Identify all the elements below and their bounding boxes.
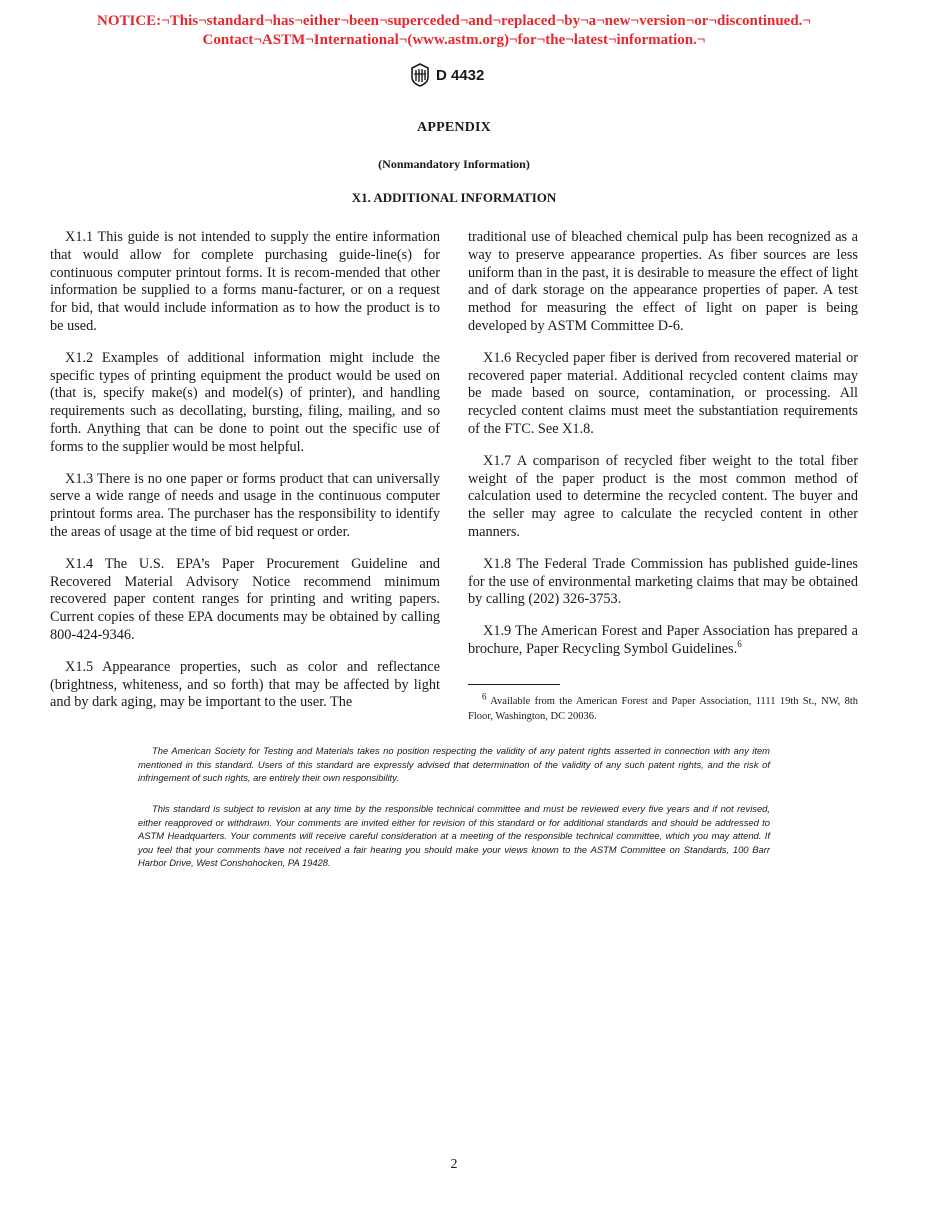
left-column [50,229,440,726]
footnote-text: Available from the American Forest and Paper Association, 1111 19th St., NW, 8th Floor, Washington, DC 20036. [468,696,858,722]
paragraph-x1-8: X1.8 The Federal Trade Commission has published guide-lines for the use of environmental marketing claims that may be obtained by calling (202) 326-3753. [468,555,858,608]
paragraph-x1-3: X1.3 There is no one paper or forms product that can universally serve a wide range of needs and usage in the continuous computer printout forms area. The purchaser has the responsibility to identify the areas of usage at the time of bid request or order. [50,470,440,540]
footnote-marker: 6 [482,691,487,702]
page-number: 2 [450,1157,458,1172]
patent-disclaimer: The American Society for Testing and Materials takes no position respecting the validity of any patent rights asserted in connection with any item mentioned in this standard. Users of this standard are expressly advised that determination of the validity of any such patent rights, and the risk of infringement of such rights, are entirely their own responsibility. [138,745,770,783]
footnote [468,691,858,724]
paragraph-x1-7: X1.7 A comparison of recycled fiber weight to the total fiber weight of the paper product is the most common method of calculation used to determine the recycled content. The buyer and the seller may agree to calculate the recycled content in other manners. [468,452,858,540]
section-heading-x1: X1. ADDITIONAL INFORMATION [351,190,557,205]
revision-notice: This standard is subject to revision at any time by the responsible technical committee and must be reviewed every five years and if not revised, either reapproved or withdrawn. Your comments are invited either for revision of this standard or for additional standards and should be addressed to ASTM Headquarters. Your comments will receive careful consideration at a meeting of the responsible technical committee, which you may attend. If you feel that your comments have not received a fair hearing you should make your views known to the ASTM Committee on Standards, 100 Barr Harbor Drive, West Conshohocken, PA 19428. [138,803,770,868]
footnote-reference: 6 [737,639,742,650]
nonmandatory-subheading: (Nonmandatory Information) [378,157,530,171]
paragraph-x1-9 [468,623,858,659]
astm-logo-icon [410,63,430,87]
paragraph-x1-5: X1.5 Appearance properties, such as color and reflectance (brightness, whiteness, and so forth) that may be affected by light and by dark aging, may be important to the user. The [50,658,440,711]
discontinued-notice [0,12,908,50]
right-column [468,229,858,673]
paragraph-x1-1: X1.1 This guide is not intended to supply the entire information that would allow for complete purchasing guide-line(s) for continuous computer printout forms. It is recom-mended that other information be supplied to a forms manu-facturer, or on a request for bid, that would include information as to how the product is to be used. [50,229,440,334]
notice-line-2: Contact¬ASTM¬International¬(www.astm.org)¬for¬the¬latest¬information.¬ [202,32,706,48]
paragraph-x1-9-text: X1.9 The American Forest and Paper Association has prepared a brochure, Paper Recycling Symbol Guidelines. [468,623,858,657]
paragraph-x1-2: X1.2 Examples of additional information might include the specific types of printing equipment the product would be used on (that is, specify make(s) and model(s) of printer), and handling requirements such as decollating, bursting, filing, mailing, and so forth. Anything that can be done to point out the specific use of forms to the supplier would be most helpful. [50,349,440,455]
appendix-heading: APPENDIX [417,120,491,135]
standard-number: D 4432 [436,66,485,84]
paragraph-x1-6: X1.6 Recycled paper fiber is derived from recovered material or recovered paper material. Additional recycled content claims may be made based on source, contamination, or processing. All recycled content claims must meet the substantiation requirements of the FTC. See X1.8. [468,349,858,437]
notice-line-1: NOTICE:¬This¬standard¬has¬either¬been¬superceded¬and¬replaced¬by¬a¬new¬version¬or¬discontinued.¬ [97,13,811,29]
footnote-divider [468,684,560,685]
standard-header [410,62,484,88]
paragraph-x1-4: X1.4 The U.S. EPA’s Paper Procurement Guideline and Recovered Material Advisory Notice recommend minimum recovered paper content ranges for printing and writing papers. Current copies of these EPA documents may be obtained by calling 800-424-9346. [50,555,440,643]
paragraph-x1-5-continued: traditional use of bleached chemical pulp has been recognized as a way to preserve appearance properties. As fiber sources are less uniform than in the past, it is desirable to measure the effect of light and of dark storage on the appearance properties of paper. A test method for measuring the effect of light on paper is being developed by ASTM Committee D-6. [468,229,858,334]
